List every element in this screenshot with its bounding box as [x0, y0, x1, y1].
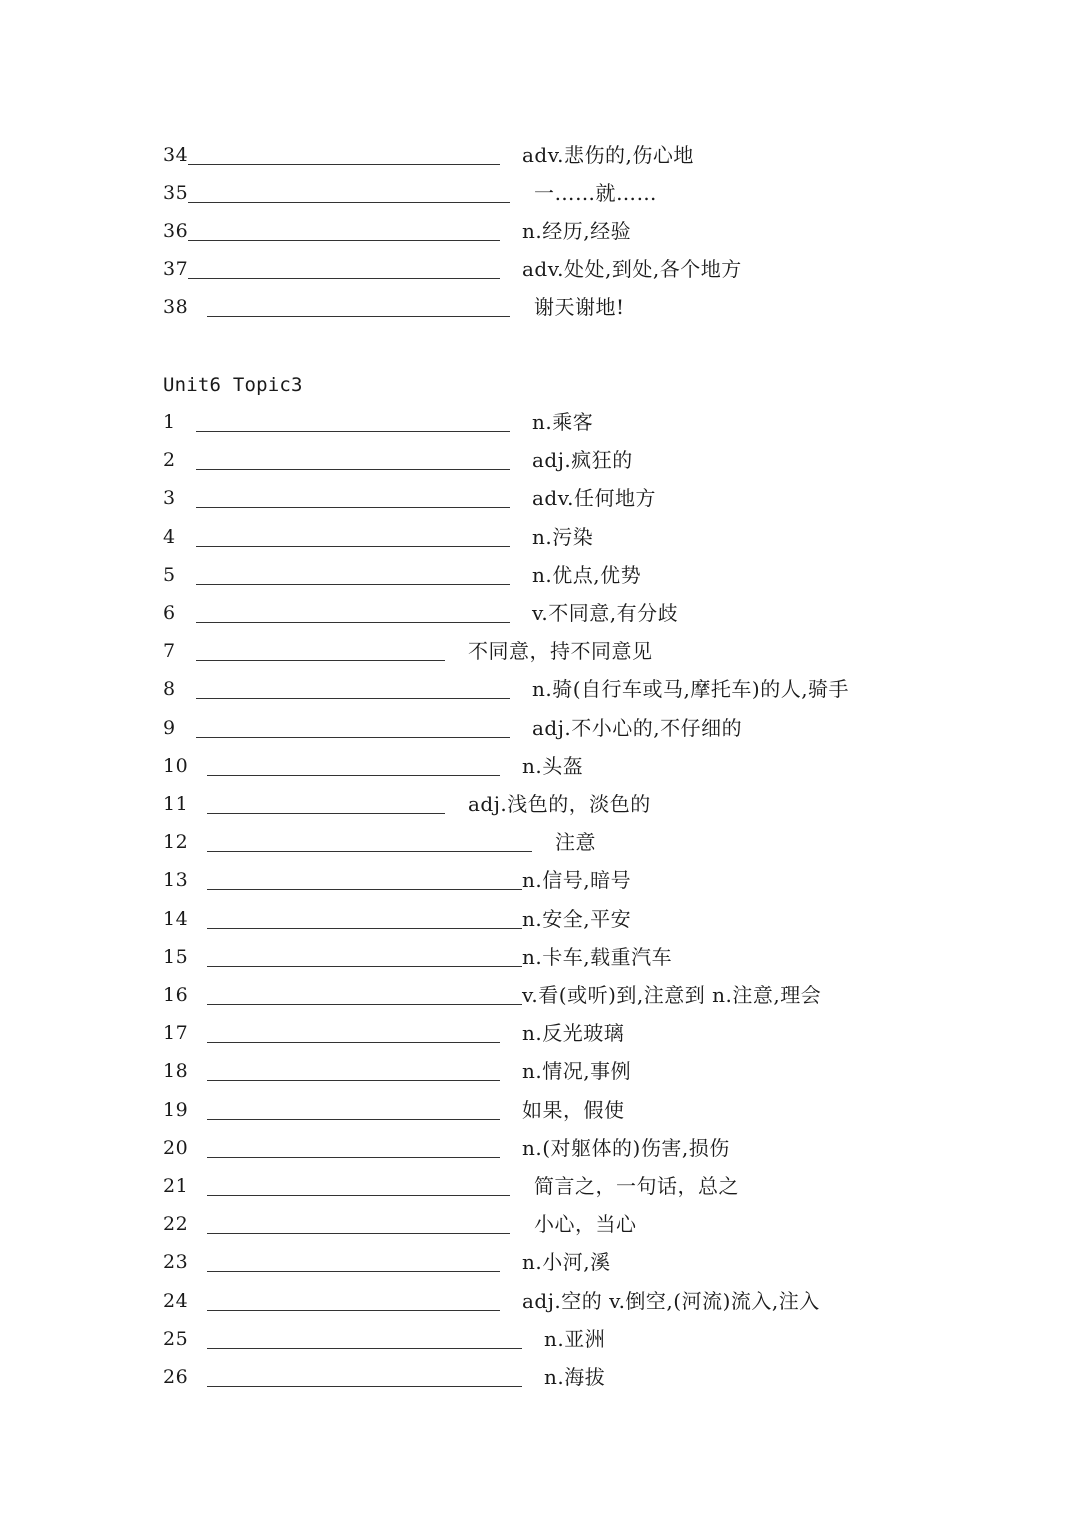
item-number: 21 [163, 1175, 189, 1197]
vocab-item [0, 1136, 1080, 1174]
item-definition: adj.不小心的,不仔细的 [532, 716, 743, 740]
item-definition: 注意 [555, 830, 596, 854]
answer-blank[interactable] [188, 164, 500, 165]
vocab-item [0, 1365, 1080, 1403]
item-definition: adv.悲伤的,伤心地 [522, 143, 694, 167]
vocab-item [0, 525, 1080, 563]
item-definition: adj.疯狂的 [532, 448, 633, 472]
answer-blank[interactable] [207, 1195, 510, 1196]
item-number: 11 [163, 793, 189, 815]
item-definition: n.头盔 [522, 754, 584, 778]
item-number: 23 [163, 1251, 189, 1273]
answer-blank[interactable] [196, 431, 510, 432]
vocab-item [0, 486, 1080, 524]
answer-blank[interactable] [207, 1348, 522, 1349]
item-definition: v.不同意,有分歧 [532, 601, 679, 625]
answer-blank[interactable] [207, 851, 532, 852]
item-definition: 不同意，持不同意见 [468, 639, 653, 663]
item-definition: 小心，当心 [534, 1212, 637, 1236]
item-definition: n.卡车,载重汽车 [522, 945, 673, 969]
item-number: 1 [163, 411, 176, 433]
answer-blank[interactable] [207, 1271, 500, 1272]
item-definition: adv.任何地方 [532, 486, 657, 510]
item-definition: 简言之，一句话，总之 [534, 1174, 739, 1198]
answer-blank[interactable] [207, 1042, 500, 1043]
item-definition: n.(对躯体的)伤害,损伤 [522, 1136, 730, 1160]
item-number: 24 [163, 1290, 189, 1312]
item-definition: n.亚洲 [544, 1327, 606, 1351]
answer-blank[interactable] [207, 966, 522, 967]
item-number: 7 [163, 640, 176, 662]
vocab-item [0, 563, 1080, 601]
answer-blank[interactable] [207, 1386, 522, 1387]
vocab-item [0, 716, 1080, 754]
item-number: 34 [163, 144, 189, 166]
item-number: 35 [163, 182, 189, 204]
vocab-item [0, 601, 1080, 639]
item-number: 13 [163, 869, 189, 891]
vocab-item [0, 295, 1080, 333]
answer-blank[interactable] [207, 1080, 500, 1081]
item-number: 3 [163, 487, 176, 509]
item-definition: n.优点,优势 [532, 563, 642, 587]
vocab-item [0, 410, 1080, 448]
section-heading: Unit6 Topic3 [163, 374, 303, 396]
answer-blank[interactable] [207, 1004, 522, 1005]
item-definition: adj.空的 v.倒空,(河流)流入,注入 [522, 1289, 820, 1313]
item-definition: n.污染 [532, 525, 594, 549]
vocab-item [0, 1327, 1080, 1365]
item-number: 12 [163, 831, 189, 853]
answer-blank[interactable] [196, 737, 510, 738]
item-number: 8 [163, 678, 176, 700]
item-number: 19 [163, 1099, 189, 1121]
item-definition: n.经历,经验 [522, 219, 632, 243]
item-number: 4 [163, 526, 176, 548]
answer-blank[interactable] [188, 240, 500, 241]
item-number: 6 [163, 602, 176, 624]
vocab-item [0, 1289, 1080, 1327]
item-number: 10 [163, 755, 189, 777]
item-definition: 如果，假使 [522, 1098, 625, 1122]
item-number: 9 [163, 717, 176, 739]
item-definition: v.看(或听)到,注意到 n.注意,理会 [522, 983, 822, 1007]
item-definition: n.海拔 [544, 1365, 606, 1389]
item-number: 25 [163, 1328, 189, 1350]
item-definition: adv.处处,到处,各个地方 [522, 257, 742, 281]
item-definition: n.小河,溪 [522, 1250, 611, 1274]
vocab-item [0, 1059, 1080, 1097]
answer-blank[interactable] [196, 546, 510, 547]
vocab-item [0, 868, 1080, 906]
vocab-item [0, 219, 1080, 257]
vocab-item [0, 639, 1080, 677]
item-number: 2 [163, 449, 176, 471]
vocab-item [0, 907, 1080, 945]
item-definition: n.情况,事例 [522, 1059, 632, 1083]
item-definition: 谢天谢地! [534, 295, 625, 319]
vocab-item [0, 1098, 1080, 1136]
item-definition: 一……就…… [534, 181, 657, 205]
item-number: 37 [163, 258, 189, 280]
item-number: 26 [163, 1366, 189, 1388]
vocab-item [0, 143, 1080, 181]
vocab-item [0, 181, 1080, 219]
answer-blank[interactable] [207, 1119, 500, 1120]
answer-blank[interactable] [207, 775, 500, 776]
item-number: 22 [163, 1213, 189, 1235]
vocab-item [0, 257, 1080, 295]
vocab-item [0, 754, 1080, 792]
answer-blank[interactable] [207, 813, 445, 814]
answer-blank[interactable] [196, 469, 510, 470]
item-definition: n.安全,平安 [522, 907, 632, 931]
answer-blank[interactable] [188, 278, 500, 279]
item-number: 16 [163, 984, 189, 1006]
item-definition: n.骑(自行车或马,摩托车)的人,骑手 [532, 677, 850, 701]
vocab-item [0, 1174, 1080, 1212]
answer-blank[interactable] [207, 1157, 500, 1158]
item-definition: n.反光玻璃 [522, 1021, 625, 1045]
item-number: 14 [163, 908, 189, 930]
item-definition: n.信号,暗号 [522, 868, 632, 892]
vocab-item [0, 1212, 1080, 1250]
item-definition: adj.浅色的，淡色的 [468, 792, 651, 816]
answer-blank[interactable] [207, 316, 510, 317]
answer-blank[interactable] [207, 928, 522, 929]
answer-blank[interactable] [196, 584, 510, 585]
item-number: 15 [163, 946, 189, 968]
answer-blank[interactable] [207, 889, 522, 890]
item-number: 17 [163, 1022, 189, 1044]
item-number: 18 [163, 1060, 189, 1082]
vocab-item [0, 983, 1080, 1021]
item-number: 20 [163, 1137, 189, 1159]
item-number: 36 [163, 220, 189, 242]
answer-blank[interactable] [196, 698, 510, 699]
vocab-item [0, 1250, 1080, 1288]
item-number: 5 [163, 564, 176, 586]
vocab-item [0, 677, 1080, 715]
answer-blank[interactable] [207, 1233, 510, 1234]
vocab-item [0, 1021, 1080, 1059]
item-number: 38 [163, 296, 189, 318]
answer-blank[interactable] [188, 202, 510, 203]
answer-blank[interactable] [196, 622, 510, 623]
answer-blank[interactable] [196, 660, 445, 661]
vocab-item [0, 945, 1080, 983]
item-definition: n.乘客 [532, 410, 594, 434]
vocab-item [0, 448, 1080, 486]
answer-blank[interactable] [207, 1310, 500, 1311]
vocab-item [0, 792, 1080, 830]
answer-blank[interactable] [196, 507, 510, 508]
vocab-item [0, 830, 1080, 868]
